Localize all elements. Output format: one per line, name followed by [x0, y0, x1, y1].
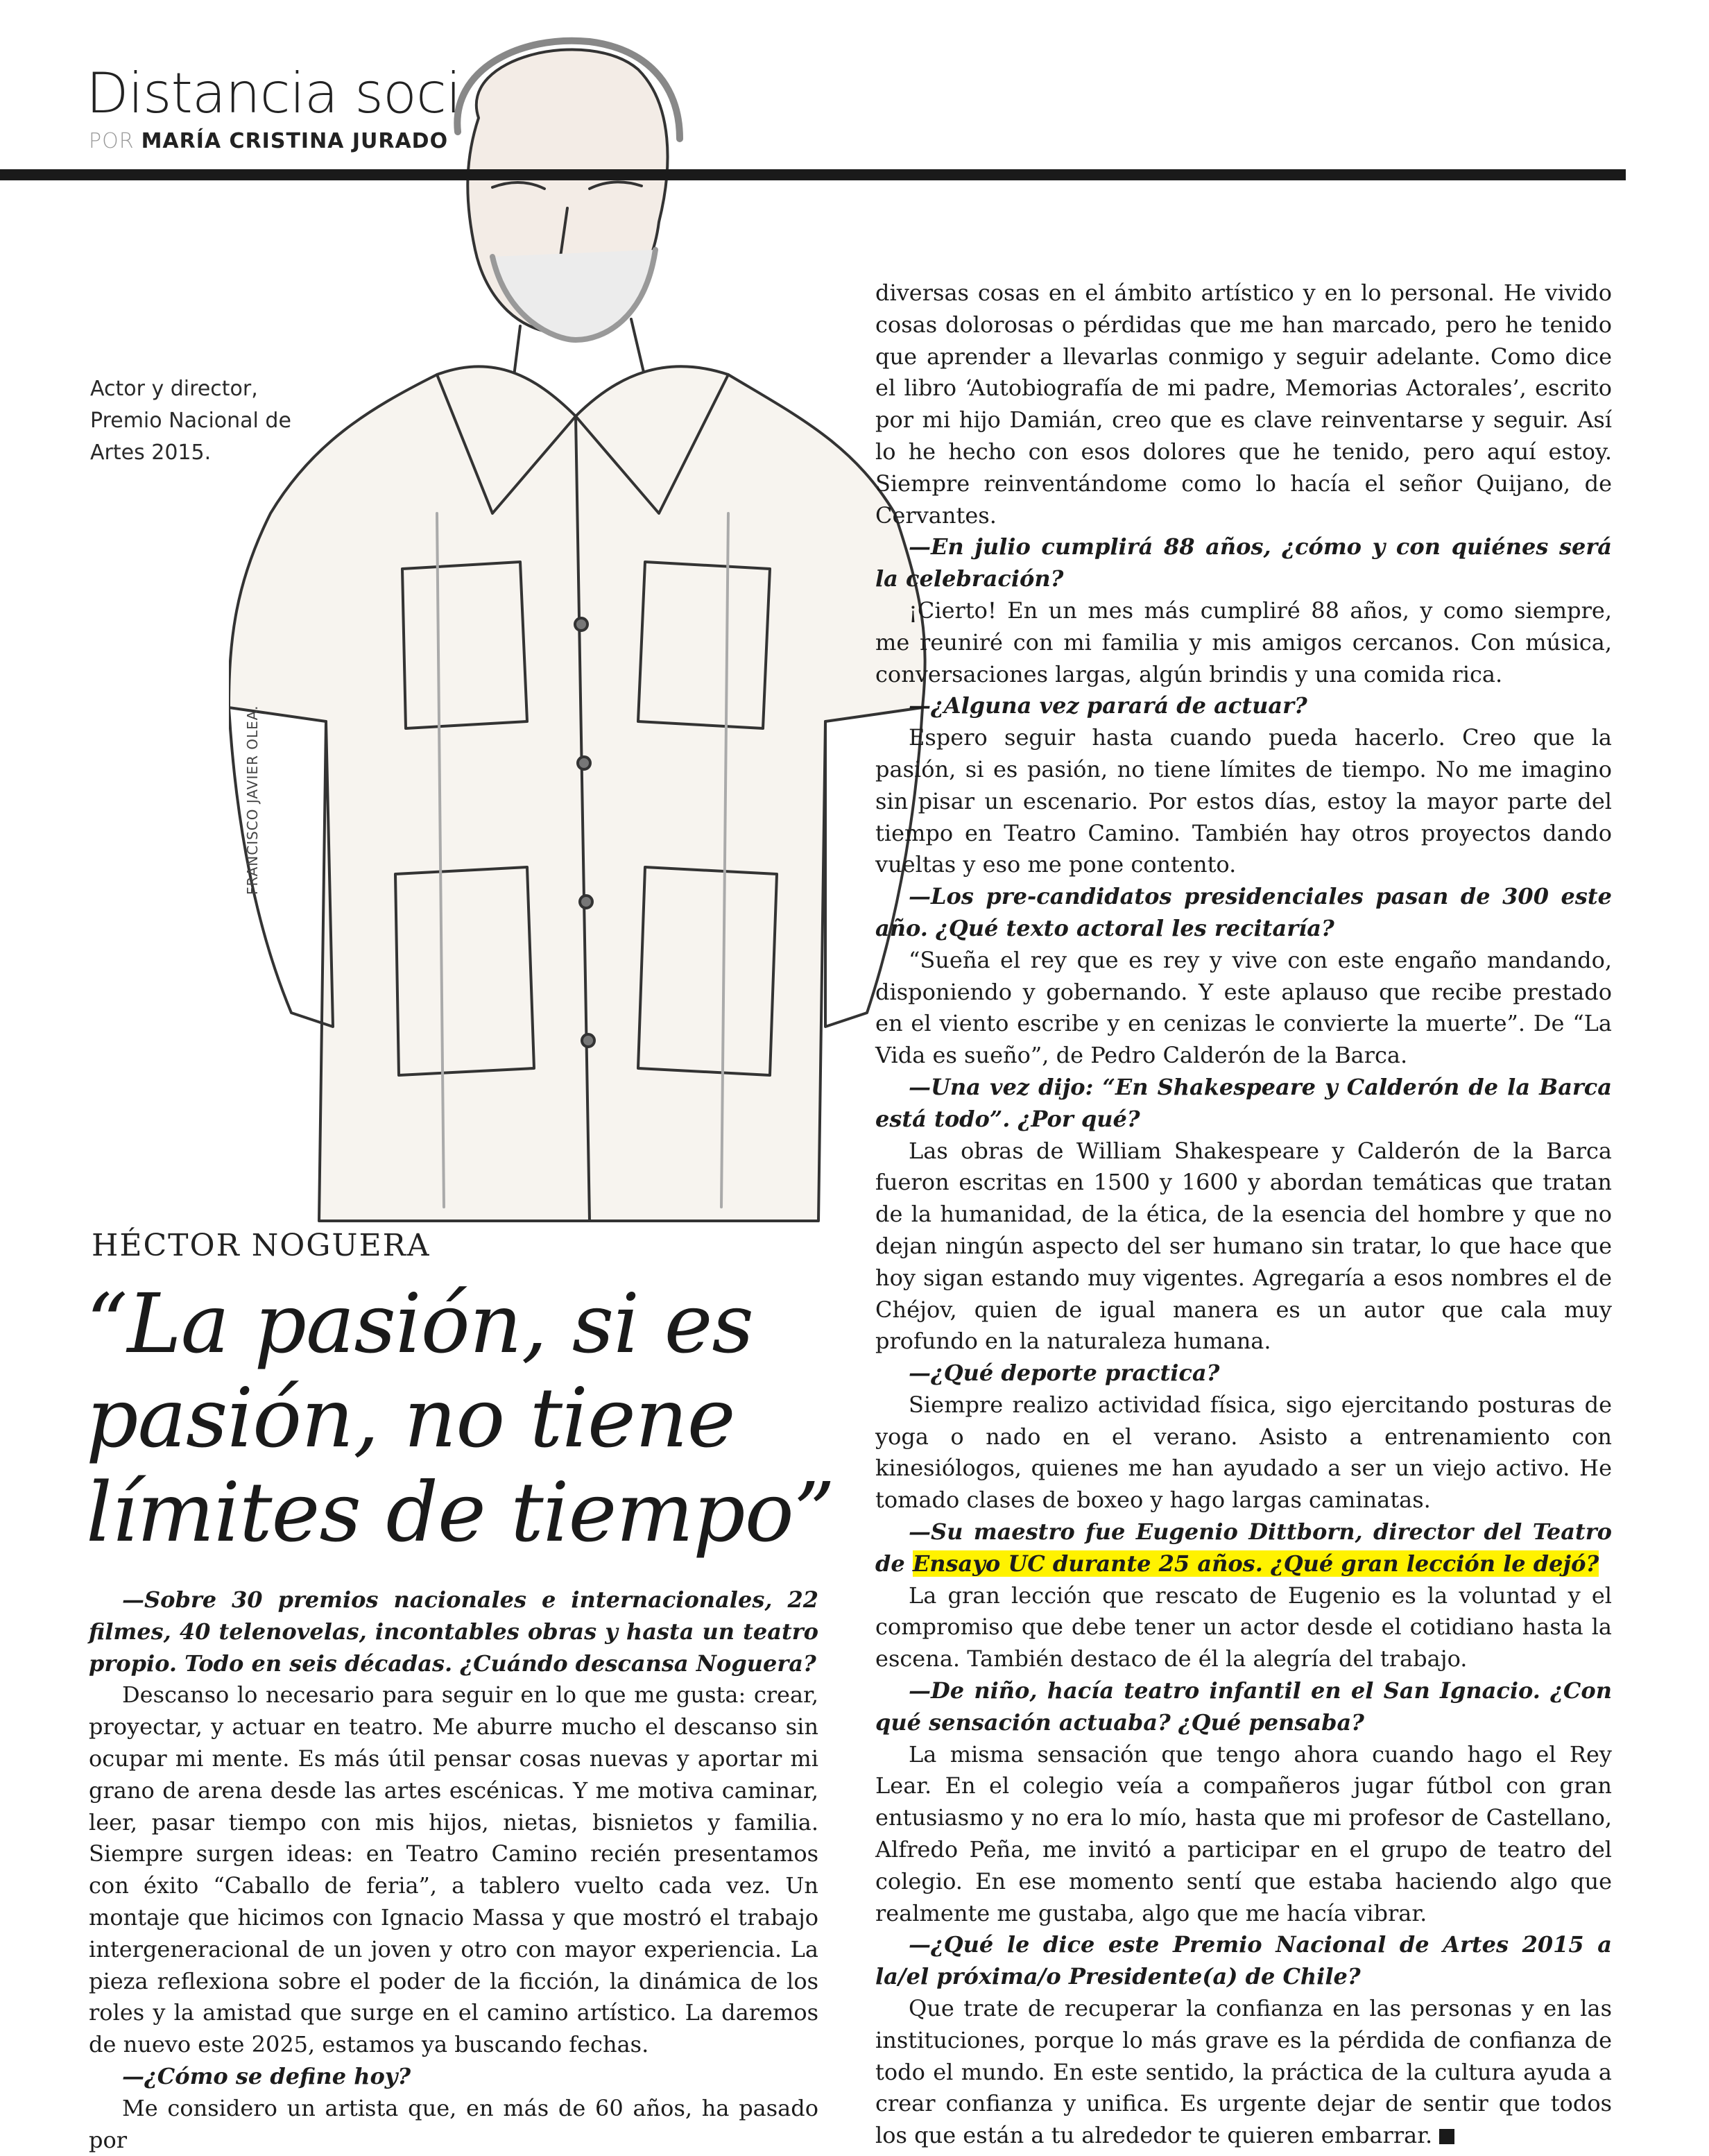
answer: Espero seguir hasta cuando pueda hacerlo. Creo que la pasión, si es pasión, no tiene límites de tiempo. No me imagino sin pisar un escenario. Por estos días, estoy la mayor parte del tiempo en Teatro Camino. También hay otros proyectos dando vueltas y eso me pone contento.: [875, 724, 1612, 878]
answer: Me considero un artista que, en más de 60 años, ha pasado por: [89, 2094, 818, 2153]
portrait-illustration: [229, 28, 929, 1235]
headline: “La pasión, si es pasión, no tiene límites de tiempo”: [86, 1276, 835, 1560]
answer: “Sueña el rey que es rey y vive con este engaño mandando, disponiendo y gobernando. Y este aplauso que recibe prestado en el viento escribe y en cenizas le convierte la muerte”. De “La Vida es sueño”, de Pedro Calderón de la Barca.: [875, 946, 1612, 1069]
question: —¿Qué le dice este Premio Nacional de Artes 2015 a la/el próxima/o Presidente(a) de Chile?: [875, 1931, 1612, 1990]
header-rule: [0, 169, 1626, 180]
answer: Las obras de William Shakespeare y Calderón de la Barca fueron escritas en 1500 y 1600 y abordan temáticas que tratan de la humanidad, de la ética, de la esencia del hombre y que no dejan ningún aspecto del ser humano sin tratar, lo que hace que hoy sigan estando muy vigentes. Agregaría a esos nombres el de Chéjov, quien de igual manera es un autor que cala muy profundo en la naturaleza humana.: [875, 1137, 1612, 1355]
question-text: —Su maestro fue Eugenio Dittborn, director del Teatro de: [875, 1518, 1612, 1577]
question: —Una vez dijo: “En Shakespeare y Calderón de la Barca está todo”. ¿Por qué?: [875, 1073, 1612, 1132]
photo-caption: Actor y director, Premio Nacional de Artes 2015.: [90, 377, 291, 465]
answer: Siempre realizo actividad física, sigo ejercitando posturas de yoga o nado en el verano. Asisto a entrenamiento con kinesiólogos, quienes me han ayudado a ser un viejo activo. He tomado clases de boxeo y hago largas caminatas.: [875, 1391, 1612, 1514]
answer-text: Que trate de recuperar la confianza en las personas y en las instituciones, porque lo más grave es la pérdida de confianza de todo el mundo. En este sentido, la práctica de la cultura ayuda a crear confianza y unifica. Es urgente dejar de sentir que todos los que están a tu alrededor te quieren embarrar.: [875, 1995, 1612, 2149]
answer-continued: diversas cosas en el ámbito artístico y en lo personal. He vivido cosas dolorosas o pérdidas que me han marcado, pero he tenido que aprender a llevarlas conmigo y seguir adelante. Como dice el libro ‘Autobiografía de mi padre, Memorias Actorales’, escrito por mi hijo Damián, creo que es clave reinventarse y seguir. Así lo he hecho con esos dolores que he tenido, pero aquí estoy. Siempre reinventándome como lo hacía el señor Quijano, de Cervantes.: [875, 280, 1612, 529]
photo-credit: FRANCISCO JAVIER OLEA.: [244, 705, 261, 895]
question: —De niño, hacía teatro infantil en el San Ignacio. ¿Con qué sensación actuaba? ¿Qué pensaba?: [875, 1677, 1612, 1736]
section-title: Distancia soci: [86, 61, 461, 126]
question: —¿Alguna vez parará de actuar?: [909, 692, 1307, 719]
highlighted-text: Ensayo UC durante 25 años. ¿Qué gran lección le dejó?: [912, 1550, 1599, 1577]
answer: [875, 1993, 1612, 2152]
answer: La misma sensación que tengo ahora cuando hago el Rey Lear. En el colegio veía a compañeros jugar fútbol con gran entusiasmo y no era lo mío, hasta que mi profesor de Castellano, Alfredo Peña, me invitó a participar en el grupo de teatro del colegio. En ese momento sentí que estaba haciendo algo que realmente me gustaba, algo que me hacía vibrar.: [875, 1740, 1612, 1926]
question: —¿Qué deporte practica?: [909, 1360, 1220, 1387]
answer: ¡Cierto! En un mes más cumpliré 88 años, y como siempre, me reuniré con mi familia y mis amigos cercanos. Con música, conversaciones largas, algún brindis y una comida rica.: [875, 597, 1612, 687]
byline-author: MARÍA CRISTINA JURADO: [141, 129, 449, 153]
answer: Descanso lo necesario para seguir en lo que me gusta: crear, proyectar, y actuar en teatro. Me aburre mucho el descanso sin ocupar mi mente. Es más útil pensar cosas nuevas y aportar mi grano de arena desde las artes escénicas. Y me motiva caminar, leer, pasar tiempo con mis hijos, nietas, bisnietos y familia. Siempre surgen ideas: en Teatro Camino recién presentamos con éxito “Caballo de feria”, a tablero vuelto cada vez. Un montaje que hicimos con Ignacio Massa y que mostró el trabajo intergeneracional de un joven y otro con mayor experiencia. La pieza reflexiona sobre el poder de la ficción, la dinámica de los roles y la amistad que surge en el camino artístico. La daremos de nuevo este 2025, estamos ya buscando fechas.: [89, 1682, 818, 2058]
end-of-article-mark: [1439, 2129, 1454, 2144]
highlighted-question: [875, 1516, 1612, 1580]
answer: La gran lección que rescato de Eugenio es la voluntad y el compromiso que debe tener un actor desde el cotidiano hasta la escena. También destaco de él la alegría del trabajo.: [875, 1582, 1612, 1672]
question: —Los pre-candidatos presidenciales pasan de 300 este año. ¿Qué texto actoral les recitaría?: [875, 883, 1612, 941]
question: —¿Cómo se define hoy?: [122, 2062, 411, 2089]
interviewee-name: HÉCTOR NOGUERA: [92, 1228, 431, 1263]
byline-prefix: POR: [89, 129, 135, 153]
left-column: [89, 1584, 818, 2156]
question: —En julio cumplirá 88 años, ¿cómo y con quiénes será la celebración?: [875, 533, 1612, 592]
question: —Sobre 30 premios nacionales e internacionales, 22 filmes, 40 telenovelas, incontables obras y hasta un teatro propio. Todo en seis décadas. ¿Cuándo descansa Noguera?: [89, 1586, 818, 1677]
right-column: [875, 277, 1612, 2152]
